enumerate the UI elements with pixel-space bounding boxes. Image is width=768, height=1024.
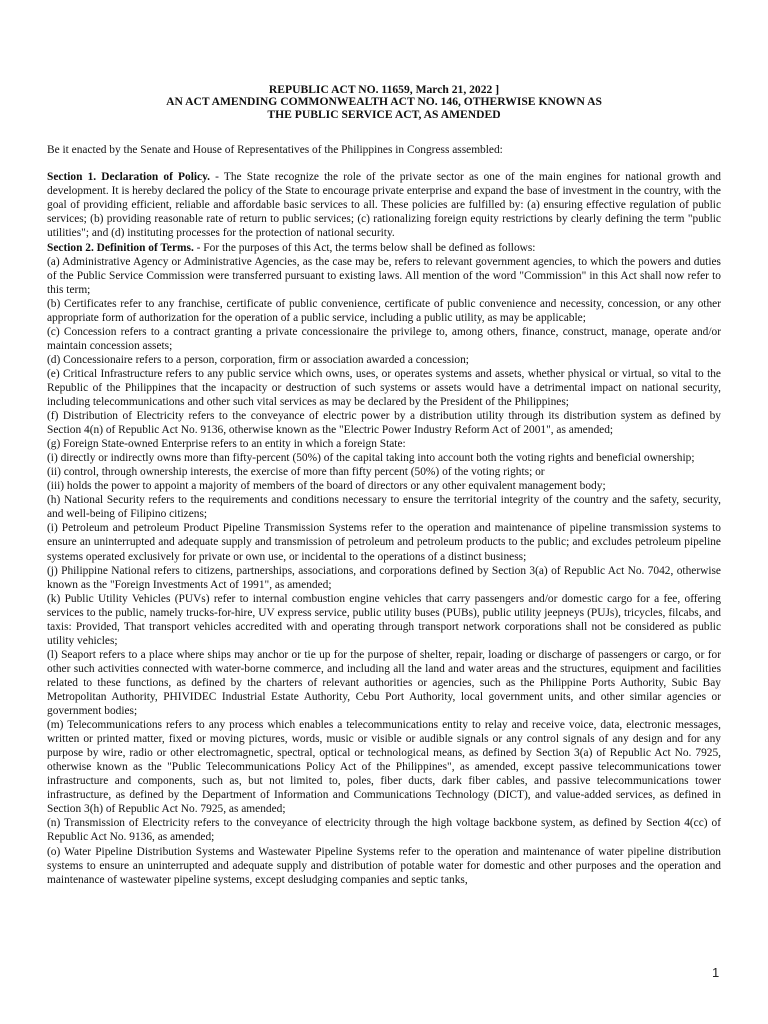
definition-subitem: (ii) control, through ownership interests, the exercise of more than fifty percent (50%) of the voting rights; or bbox=[47, 466, 545, 479]
section-1-text: - The State recognize the role of the private sector as one of the main engines for national growth and development. It is hereby declared the policy of the State to encourage private enterprise and expand the base of investment in the country, with the goal of providing efficient, reliable and affordable basic services to all. These policies are fulfilled by: (a) ensuring effective regulation of public services; (b) providing reasonable rate of return to public services; (c) rationalizing foreign equity restrictions by clearly defining the term "public utilities"; and (d) instituting processes for the protection of national security. bbox=[47, 171, 721, 240]
definition-subitem: (i) directly or indirectly owns more than fifty-percent (50%) of the capital taking into account both the voting rights and beneficial ownership; bbox=[47, 452, 695, 465]
definition-item: (o) Water Pipeline Distribution Systems and Wastewater Pipeline Systems refer to the operation and maintenance of water pipeline distribution systems to ensure an uninterrupted and adequate supply and distribution of potable water for domestic and other purposes and the operation and maintenance of wastewater pipeline systems, except desludging companies and septic tanks, bbox=[47, 845, 721, 886]
section-2-heading: Section 2. Definition of Terms. bbox=[47, 241, 194, 254]
definition-item: (c) Concession refers to a contract granting a private concessionaire the privilege to, among others, finance, construct, manage, operate and/or maintain concession assets; bbox=[47, 325, 721, 352]
definition-item: (e) Critical Infrastructure refers to any public service which owns, uses, or operates systems and assets, whether physical or virtual, so vital to the Republic of the Philippines that the incapacity or destruction of such systems or assets would have a detrimental impact on national security, including telecommunications and other such vital services as may be declared by the President of the Philippines; bbox=[47, 367, 721, 409]
definition-item: (k) Public Utility Vehicles (PUVs) refer to internal combustion engine vehicles that carry passengers and/or domestic cargo for a fee, offering services to the public, namely trucks-for-hire, UV express service, public utility buses (PUBs), public utility jeepneys (PUJs), tricycles, filcabs, and taxis: Provided, That transport vehicles accredited with and operating through transport network corporations shall not be considered as public utility vehicles; bbox=[47, 592, 721, 647]
title-line-1: REPUBLIC ACT NO. 11659, March 21, 2022 ] bbox=[268, 83, 500, 96]
definition-item: (h) National Security refers to the requirements and conditions necessary to ensure the territorial integrity of the country and the safety, security, and well-being of Filipino citizens; bbox=[47, 494, 721, 521]
document-title bbox=[47, 84, 721, 121]
document-body bbox=[47, 170, 721, 886]
definition-item: (a) Administrative Agency or Administrative Agencies, as the case may be, refers to relevant government agencies, to which the powers and duties of the Public Service Commission were transferred pursuant to existing laws. All mention of the word "Commission" in this Act shall now refer to this term; bbox=[47, 255, 721, 296]
section-2-intro bbox=[47, 241, 721, 255]
definition-item: (n) Transmission of Electricity refers to the conveyance of electricity through the high voltage backbone system, as defined by Section 4(cc) of Republic Act No. 9136, as amended; bbox=[47, 817, 721, 844]
definition-subitem: (iii) holds the power to appoint a majority of members of the board of directors or any other equivalent management body; bbox=[47, 480, 606, 493]
definition-item: (i) Petroleum and petroleum Product Pipeline Transmission Systems refer to the operation and maintenance of pipeline transmission systems to ensure an uninterrupted and adequate supply and transmission of petroleum and petroleum products to the public; and excludes petroleum pipeline systems operated exclusively for private or own use, or incidental to the operations of a distinct business; bbox=[47, 522, 721, 563]
title-line-3: THE PUBLIC SERVICE ACT, AS AMENDED bbox=[267, 107, 501, 121]
section-1 bbox=[47, 170, 721, 240]
definition-item: (d) Concessionaire refers to a person, corporation, firm or association awarded a concession; bbox=[47, 353, 469, 366]
definition-item: (b) Certificates refer to any franchise, certificate of public convenience, certificate of public convenience and necessity, concession, or any other appropriate form of authorization for the operation of a public service, including a public utility, as may be applicable; bbox=[47, 297, 721, 324]
definition-item: (f) Distribution of Electricity refers to the conveyance of electric power by a distribution utility through its distribution system as defined by Section 4(n) of Republic Act No. 9136, otherwise known as the "Electric Power Industry Reform Act of 2001", as amended; bbox=[47, 410, 721, 437]
definition-item: (m) Telecommunications refers to any process which enables a telecommunications entity to relay and receive voice, data, electronic messages, written or printed matter, fixed or moving pictures, words, music or visible or audible signals or any control signals of any design and for any purpose by wire, radio or other electromagnetic, spectral, optical or technological means, as defined by Section 3(a) of Republic Act No. 7925, otherwise known as the "Public Telecommunications Policy Act of the Philippines", as amended, except passive telecommunications tower infrastructure and components, such as, but not limited to, poles, fiber ducts, dark fiber cables, and passive telecommunications tower infrastructure, as defined by the Department of Information and Communications Technology (DICT), and value-added services, as defined in Section 3(h) of Republic Act No. 7925, as amended; bbox=[47, 719, 721, 816]
page-number: 1 bbox=[712, 965, 720, 980]
section-1-heading: Section 1. Declaration of Policy. bbox=[47, 171, 210, 184]
definition-item: (j) Philippine National refers to citizens, partnerships, associations, and corporations defined by Section 3(a) of Republic Act No. 7042, otherwise known as the "Foreign Investments Act of 1991", as amended; bbox=[47, 564, 721, 591]
definition-item: (l) Seaport refers to a place where ships may anchor or tie up for the purpose of shelter, repair, loading or discharge of passengers or cargo, or for other such activities connected with water-borne commerce, and including all the land and water areas and the structures, equipment and facilities related to these functions, as defined by the charters of relevant authorities or agencies, such as the Philippine Ports Authority, Subic Bay Metropolitan Authority, PHIVIDEC Industrial Estate Authority, Cebu Port Authority, local government units, and other similar agencies or government bodies; bbox=[47, 648, 721, 718]
section-2-intro-text: - For the purposes of this Act, the terms below shall be defined as follows: bbox=[193, 241, 536, 254]
definition-item: (g) Foreign State-owned Enterprise refers to an entity in which a foreign State: bbox=[47, 438, 406, 451]
enacting-clause: Be it enacted by the Senate and House of Representatives of the Philippines in Congress assembled: bbox=[47, 144, 503, 157]
title-line-2: AN ACT AMENDING COMMONWEALTH ACT NO. 146, OTHERWISE KNOWN AS bbox=[166, 95, 602, 109]
